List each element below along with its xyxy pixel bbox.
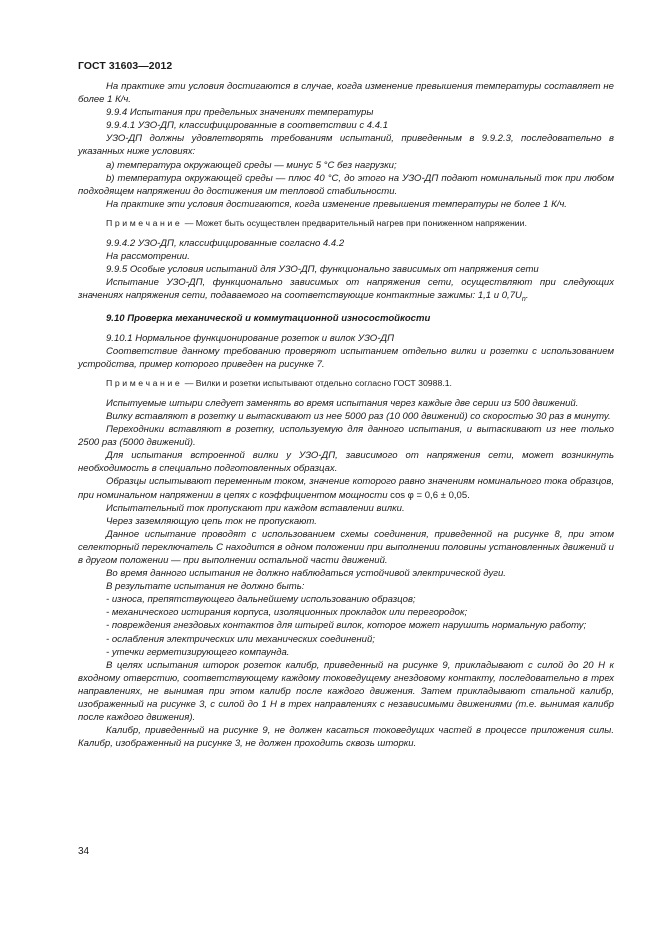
note-text: — Вилки и розетки испытывают отдельно согласно ГОСТ 30988.1. bbox=[182, 377, 452, 388]
paragraph-text: Образцы испытывают переменным током, значение которого равно значениям номинального тока образцов, при номинальном напряжении в цепях с коэффициентом мощности bbox=[78, 476, 614, 501]
section-heading-9-10: 9.10 Проверка механической и коммутационной износостойкости bbox=[106, 313, 431, 325]
paragraph: Вилку вставляют в розетку и вытаскивают из нее 5000 раз (10 000 движений) со скоростью 30 раз в минуту. bbox=[106, 410, 611, 422]
paragraph: Во время данного испытания не должно наблюдаться устойчивой электрической дуги. bbox=[106, 568, 506, 580]
section-heading-9-9-5: 9.9.5 Особые условия испытаний для УЗО-ДП, функционально зависимых от напряжения сети bbox=[106, 264, 539, 276]
paragraph bbox=[78, 276, 614, 306]
paragraph: Испытуемые штыри следует заменять во время испытания через каждые две серии из 500 движений. bbox=[106, 397, 579, 409]
paragraph: Переходники вставляют в розетку, используемую для данного испытания, и вытаскивают из нее только 2500 раз (5000 движений). bbox=[78, 424, 614, 449]
section-heading-9-9-4: 9.9.4 Испытания при предельных значениях температуры bbox=[106, 107, 374, 119]
paragraph: В результате испытания не должно быть: bbox=[106, 581, 305, 593]
subsection-heading-9-9-4-2: 9.9.4.2 УЗО-ДП, классифицированные согласно 4.4.2 bbox=[106, 238, 345, 250]
list-item-a: a) температура окружающей среды — минус 5 °С без нагрузки; bbox=[106, 159, 397, 171]
paragraph: УЗО-ДП должны удовлетворять требованиям испытаний, приведенным в 9.9.2.3, последовательно в указанных ниже условиях: bbox=[78, 133, 614, 158]
note-text: — Может быть осуществлен предварительный нагрев при пониженном напряжении. bbox=[182, 217, 527, 228]
note-label: Примечание bbox=[106, 217, 183, 228]
formula-symbol: U bbox=[515, 290, 522, 302]
subsection-heading-9-9-4-1: 9.9.4.1 УЗО-ДП, классифицированные в соответствии с 4.4.1 bbox=[106, 120, 389, 132]
list-item: - утечки герметизирующего компаунда. bbox=[106, 646, 290, 658]
paragraph: Через заземляющую цепь ток не пропускают. bbox=[106, 515, 317, 527]
formula-cos: cos φ = 0,6 ± 0,05. bbox=[390, 489, 470, 501]
list-item: - ослабления электрических или механических соединений; bbox=[106, 633, 375, 645]
paragraph: На практике эти условия достигаются, когда изменение превышения температуры не более 1 К/ч. bbox=[106, 198, 567, 210]
formula-un bbox=[515, 290, 529, 304]
list-item: - механического истирания корпуса, изоляционных прокладок или перегородок; bbox=[106, 607, 468, 619]
paragraph: Калибр, приведенный на рисунке 9, не должен касаться токоведущих частей в процессе приложения силы. Калибр, изображенный на рисунке 3, не должен проходить сквозь шторки. bbox=[78, 725, 614, 750]
paragraph: Данное испытание проводят с использованием схемы соединения, приведенной на рисунке 8, при этом селекторный переключатель С находится в одном положении при выполнении половины установленных движений и в другом положении — при выполнении остальной части движений. bbox=[78, 528, 614, 566]
list-item: - износа, препятствующего дальнейшему использованию образцов; bbox=[106, 594, 416, 606]
page-number: 34 bbox=[78, 846, 90, 857]
formula-subscript: n bbox=[521, 296, 526, 304]
list-item: - повреждения гнездовых контактов для штырей вилок, которое может нарушить нормальную работу; bbox=[106, 620, 587, 632]
paragraph: Соответствие данному требованию проверяют испытанием отдельно вилки и розетки с использованием устройства, пример которого приведен на рисунке 7. bbox=[78, 345, 614, 370]
note bbox=[78, 217, 614, 230]
document-body bbox=[78, 80, 614, 750]
paragraph: Для испытания встроенной вилки у УЗО-ДП, зависимого от напряжения сети, может возникнуть необходимость в специально подготовленных образцах. bbox=[78, 450, 614, 475]
paragraph: На практике эти условия достигаются в случае, когда изменение превышения температуры составляет не более 1 К/ч. bbox=[78, 81, 614, 106]
subsection-heading-9-10-1: 9.10.1 Нормальное функционирование розеток и вилок УЗО-ДП bbox=[106, 332, 395, 344]
note-label: Примечание bbox=[106, 377, 183, 388]
paragraph: Испытательный ток пропускают при каждом вставлении вилки. bbox=[106, 502, 405, 514]
paragraph: В целях испытания шторок розеток калибр, приведенный на рисунке 9, прикладывают с силой до 20 Н к входному отверстию, соответствующему каждому токоведущему гнездовому контакту, последовательно в трех направлениях, не вынимая при этом калибр после каждого движения. Затем прикладывают стальной калибр, изображенный на рисунке 3, с силой до 1 Н в трех направлениях с независимыми движениями (т.е. вынимая калибр после каждого движения). bbox=[78, 659, 614, 724]
paragraph: На рассмотрении. bbox=[106, 251, 190, 263]
paragraph-text: Испытание УЗО-ДП, функционально зависимых от напряжения сети, осуществляют при следующих значениях напряжения сети, подаваемого на соответствующие контактные зажимы: 1,1 и 0,7 bbox=[78, 277, 614, 302]
list-item-b: b) температура окружающей среды — плюс 40 °С, до этого на УЗО-ДП подают номинальный ток при любом подходящем напряжении до достижения им тепловой стабильности. bbox=[78, 172, 614, 197]
note bbox=[78, 377, 614, 390]
document-header: ГОСТ 31603—2012 bbox=[78, 61, 173, 72]
formula-suffix: . bbox=[525, 290, 529, 302]
paragraph bbox=[78, 475, 614, 501]
